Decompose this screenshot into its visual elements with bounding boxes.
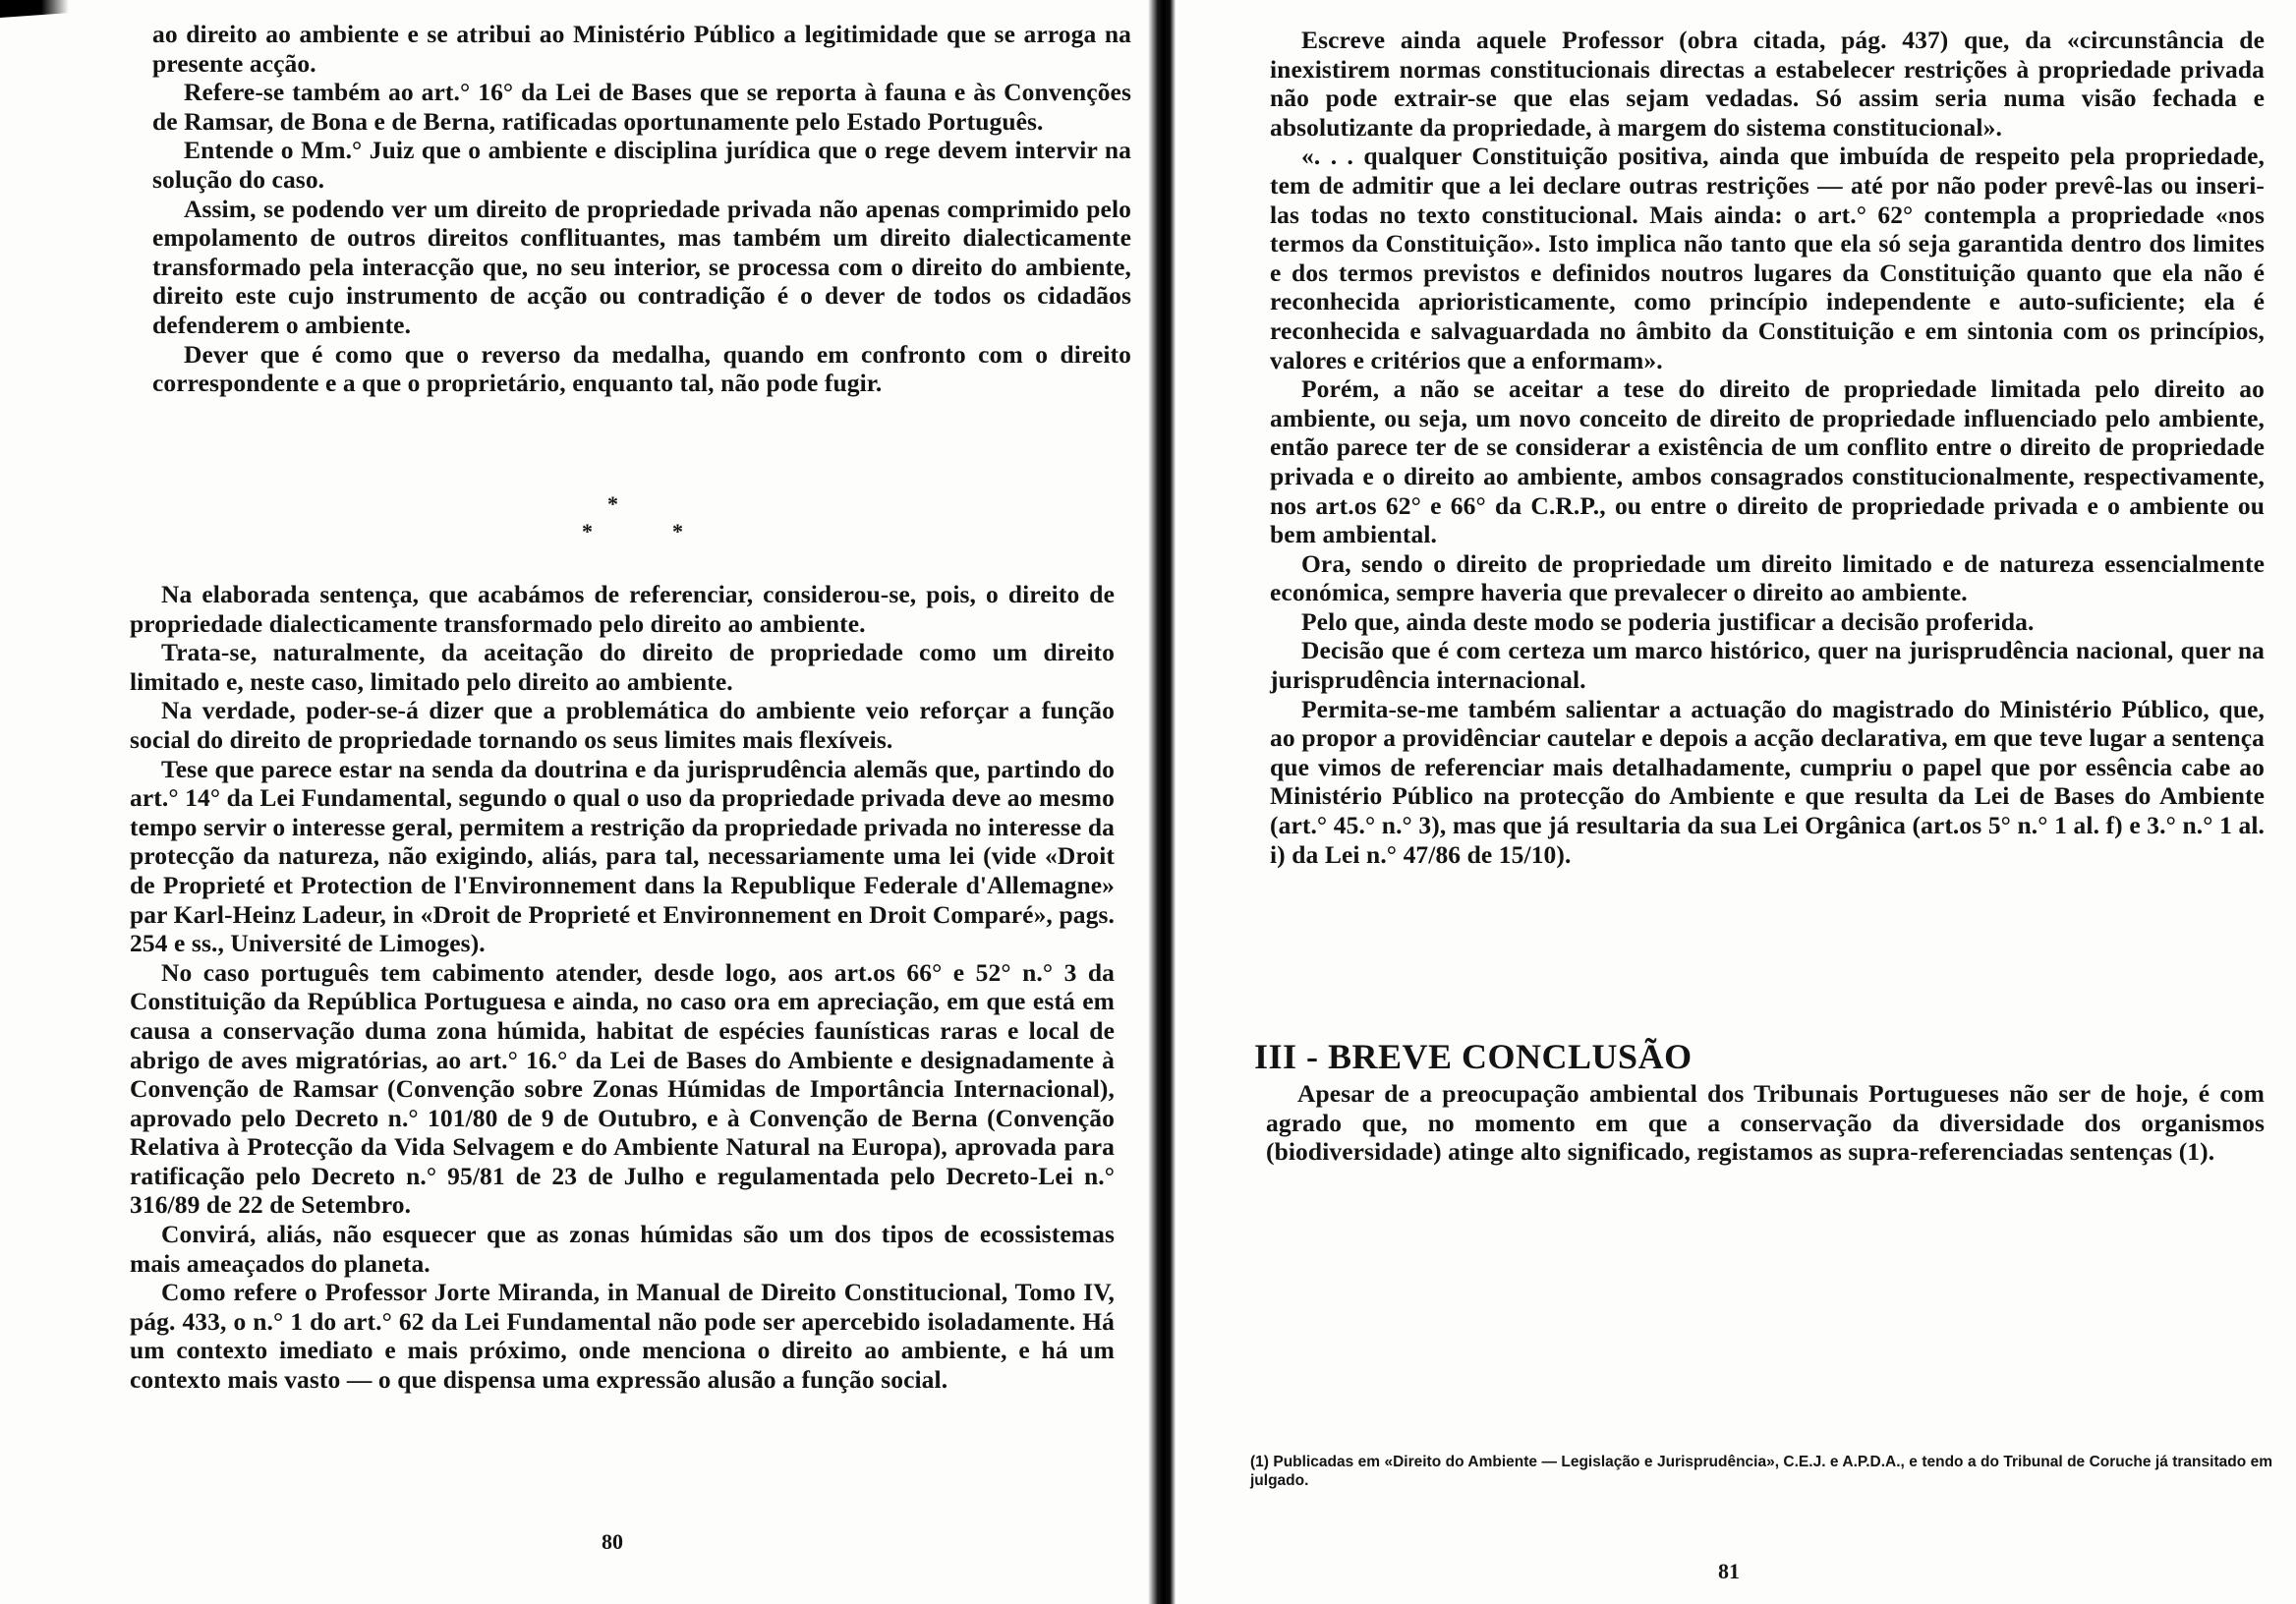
asterisk: * [672,519,683,544]
paragraph: Assim, se podendo ver um direito de propriedade privada não apenas comprimido pelo empolamento de outros direitos conflituantes, mas também um direito dialecticamente transformado pela interacção que, no seu interior, se processa com o direito do ambiente, direito este cujo instrumento de acção ou contradição é o dever de todos os cidadãos defenderem o ambiente. [152,194,1131,339]
paragraph: Na elaborada sentença, que acabámos de referenciar, considerou-se, pois, o direito de propriedade dialecticamente transformado pelo direito ao ambiente. [130,580,1115,638]
paragraph: Pelo que, ainda deste modo se poderia justificar a decisão proferida. [1301,606,2035,636]
paragraph: Refere-se também ao art.° 16° da Lei de Bases que se reporta à fauna e às Convenções de Ramsar, de Bona e de Berna, ratificadas oportunamente pelo Estado Português. [152,78,1131,136]
paragraph: Apesar de a preocupação ambiental dos Tribunais Portugueses não ser de hoje, é com agrado que, no momento em que a conservação da diversidade dos organismos (biodiversidade) atinge alto significado, registamos as supra-referenciadas sentenças (1). [1266,1079,2265,1167]
paragraph: No caso português tem cabimento atender, desde logo, aos art.os 66° e 52° n.° 3 da Constituição da República Portuguesa e ainda, no caso ora em apreciação, em que está em causa a conservação duma zona húmida, habitat de espécies faunísticas raras e local de abrigo de aves migratórias, ao art.° 16.° da Lei de Bases do Ambiente e designadamente à Convenção de Ramsar (Convenção sobre Zonas Húmidas de Importância Internacional), aprovado pelo Decreto n.° 101/80 de 9 de Outubro, e à Convenção de Berna (Convenção Relativa à Protecção da Vida Selvagem e do Ambiente Natural na Europa), aprovada para ratificação pelo Decreto n.° 95/81 de 23 de Julho e regulamentada pelo Decreto-Lei n.° 316/89 de 22 de Setembro. [130,957,1115,1220]
section-heading: III - BREVE CONCLUSÃO [1254,1037,1693,1076]
asterisk: * [607,491,618,516]
paragraph: Convirá, aliás, não esquecer que as zonas húmidas são um dos tipos de ecossistemas mais ameaçados do planeta. [130,1220,1115,1278]
left-top-text [152,20,1131,398]
right-top-text [1270,26,2265,869]
paragraph: Permita-se-me também salientar a actuação do magistrado do Ministério Público, que, ao propor a providênciar cautelar e depois a acção declarativa, em que teve lugar a sentença que vimos de referenciar mais detalhadamente, cumpriu o papel que por essência cabe ao Ministério Público na protecção do Ambiente e que resulta da Lei de Bases do Ambiente (art.° 45.° n.° 3), mas que já resultaria da sua Lei Orgânica (art.os 5° n.° 1 al. f) e 3.° n.° 1 al. i) da Lei n.° 47/86 de 15/10). [1270,694,2265,869]
paragraph: Escreve ainda aquele Professor (obra citada, pág. 437) que, da «circunstância de inexistirem normas constitucionais directas a estabelecer restrições à propriedade privada não pode extrair-se que elas sejam vedadas. Só assim seria numa visão fechada e absolutizante da propriedade, à margem do sistema constitucional». [1270,26,2265,142]
page-number: 81 [1718,1559,1740,1583]
paragraph: Trata-se, naturalmente, da aceitação do direito de propriedade como um direito limitado e, neste caso, limitado pelo direito ao ambiente. [130,638,1115,696]
asterisk: * [582,519,593,544]
conclusion-text [1266,1079,2265,1167]
paragraph: Ora, sendo o direito de propriedade um direito limitado e de natureza essencialmente económica, sempre haveria que prevalecer o direito ao ambiente. [1270,548,2265,607]
section-separator [550,491,683,550]
paragraph: Dever que é como que o reverso da medalha, quando em confronto com o direito correspondente e a que o proprietário, enquanto tal, não pode fugir. [152,339,1131,398]
paragraph: «. . . qualquer Constituição positiva, ainda que imbuída de respeito pela propriedade, tem de admitir que a lei declare outras restrições — até por não poder prevê-las ou inseri-las todas no texto constitucional. Mais ainda: o art.° 62° contempla a propriedade «nos termos da Constituição». Isto implica não tanto que ela só seja garantida dentro dos limites e dos termos previstos e definidos noutros lugares da Constituição quanto que ela não é reconhecida aprioristicamente, como princípio independente e auto-suficiente; ela é reconhecida e salvaguardada no âmbito da Constituição e em sintonia com os princípios, valores e critérios que a enformam». [1270,142,2265,374]
paragraph: Porém, a não se aceitar a tese do direito de propriedade limitada pelo direito ao ambiente, ou seja, um novo conceito de direito de propriedade influenciado pelo ambiente, então parece ter de se considerar a existência de um conflito entre o direito de propriedade privada e o direito ao ambiente, ambos consagrados constitucionalmente, respectivamente, nos art.os 62° e 66° da C.R.P., ou entre o direito de propriedade privada e o ambiente ou bem ambiental. [1270,374,2265,549]
page-number: 80 [602,1529,623,1554]
footnote: (1) Publicadas em «Direito do Ambiente — Legislação e Jurisprudência», C.E.J. e A.P.D.A., e tendo a do Tribunal de Coruche já transitado em julgado. [1250,1454,2272,1489]
paragraph: Tese que parece estar na senda da doutrina e da jurisprudência alemãs que, partindo do art.° 14° da Lei Fundamental, segundo o qual o uso da propriedade privada deve ao mesmo tempo servir o interesse geral, permitem a restrição da propriedade privada no interesse da protecção da natureza, não exigindo, aliás, para tal, necessariamente uma lei (vide «Droit de Proprieté et Protection de l'Environnement dans la Republique Federale d'Allemagne» par Karl-Heinz Ladeur, in «Droit de Proprieté et Environnement en Droit Comparé», pags. 254 e ss., Université de Limoges). [130,754,1115,958]
book-gutter [1148,0,1176,1604]
paragraph: Como refere o Professor Jorte Miranda, in Manual de Direito Constitucional, Tomo IV, pág. 433, o n.° 1 do art.° 62 da Lei Fundamental não pode ser apercebido isoladamente. Há um contexto imediato e mais próximo, onde menciona o direito ao ambiente, e há um contexto mais vasto — o que dispensa uma expressão alusão a função social. [130,1278,1115,1395]
paragraph: Na verdade, poder-se-á dizer que a problemática do ambiente veio reforçar a função social do direito de propriedade tornando os seus limites mais flexíveis. [130,696,1115,754]
paragraph: Decisão que é com certeza um marco histórico, quer na jurisprudência nacional, quer na jurisprudência internacional. [1270,636,2265,695]
paragraph: ao direito ao ambiente e se atribui ao Ministério Público a legitimidade que se arroga na presente acção. [152,20,1131,78]
right-page [1176,0,2296,1604]
left-main-text [130,580,1115,1395]
paragraph: Entende o Mm.° Juiz que o ambiente e disciplina jurídica que o rege devem intervir na solução do caso. [152,136,1131,194]
